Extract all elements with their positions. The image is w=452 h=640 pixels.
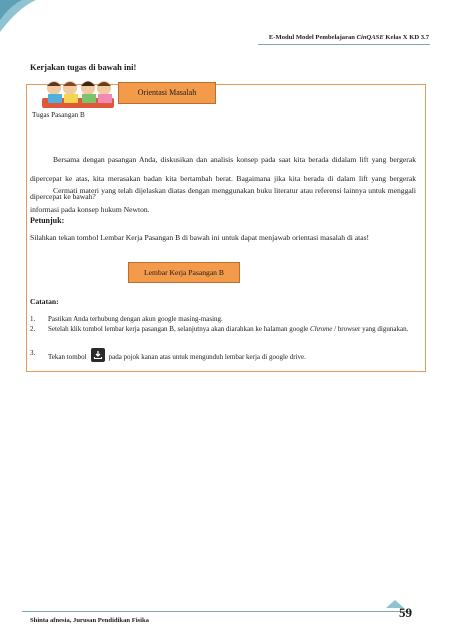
note-item-3: 3. Tekan tombol pada pojok kanan atas untuk mengunduh lembar kerja di google drive. [30, 349, 306, 361]
instruction-heading: Kerjakan tugas di bawah ini! [30, 62, 137, 72]
paragraph-1: Bersama dengan pasangan Anda, diskusikan dan analisis konsep pada saat kita berada didalam lift yang bergerak dipercepat ke atas, kita merasakan badan kita bertambah berat. Bagaimana jika kita berada di dalam lift yang bergerak dipercepat ke bawah? [30, 155, 416, 201]
note-item-2: 2. Setelah klik tombol lembar kerja pasangan B, selanjutnya akan diarahkan ke halaman google Chrome / browser yang digunakan. [30, 325, 409, 333]
paragraph-2: Cermati materi yang telah dijelaskan diatas dengan menggunakan buku literatur atau referensi lainnya untuk menggali informasi pada konsep hukum Newton. [30, 186, 416, 214]
orientation-label: Orientasi Masalah [118, 82, 216, 104]
download-icon [91, 348, 105, 362]
page-number: 59 [399, 605, 412, 620]
header-rule [258, 44, 430, 45]
petunjuk-text: Silahkan tekan tombol Lembar Kerja Pasangan B di bawah ini untuk dapat menjawab orientasi masalah di atas! [30, 233, 370, 242]
note-item-1: 1. Pastikan Anda terhubung dengan akun google masing-masing. [30, 315, 223, 323]
notes-title: Catatan: [30, 297, 59, 306]
reading-children-illustration [40, 76, 116, 110]
footer-rule [22, 611, 412, 612]
worksheet-button[interactable]: Lembar Kerja Pasangan B [128, 262, 240, 283]
task-label: Tugas Pasangan B [32, 111, 85, 119]
petunjuk-title: Petunjuk: [30, 216, 65, 225]
module-header: E-Modul Model Pembelajaran CinQASE Kelas X KD 3.7 [268, 34, 429, 41]
footer-author: Shinta afnesia, Jurusan Pendidikan Fisika [30, 617, 149, 624]
